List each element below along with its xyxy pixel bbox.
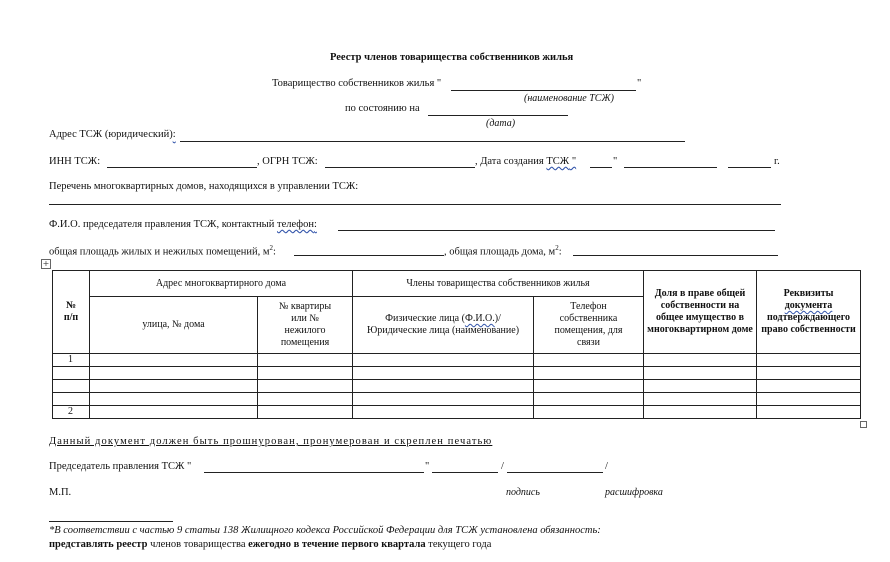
- creation-date-tszh: ТСЖ: [546, 156, 570, 167]
- creation-date-text: , Дата создания: [475, 156, 544, 167]
- docs-text-post: подтверждающего право собственности: [761, 312, 856, 335]
- docs-text-pre: Реквизиты: [783, 288, 834, 299]
- table-resize-handle-icon[interactable]: [860, 421, 867, 428]
- area-colon-1: :: [273, 246, 276, 258]
- signature-field[interactable]: [507, 472, 603, 473]
- chairman-phone-word: телефон: [276, 219, 314, 230]
- creation-date-quote-open: ": [569, 156, 577, 167]
- row-number-cell: [53, 367, 90, 380]
- hoa-name-close-quote: ": [637, 78, 642, 89]
- street-cell[interactable]: [90, 380, 258, 393]
- table-row: [53, 380, 861, 393]
- as-of-label: по состоянию на: [345, 103, 420, 114]
- table-move-handle-icon[interactable]: +: [42, 259, 50, 268]
- address-label-text: Адрес ТСЖ (юридический): [49, 129, 173, 140]
- footnote-bold-1: представлять реестр: [49, 539, 148, 550]
- apartment-cell[interactable]: [258, 406, 353, 419]
- creation-date-label: [475, 156, 576, 167]
- row-number-cell: [53, 393, 90, 406]
- share-header: [644, 271, 757, 354]
- persons-cell[interactable]: [353, 406, 534, 419]
- houses-label: Перечень многоквартирных домов, находящихся в управлении ТСЖ:: [49, 181, 359, 192]
- address-group-header: Адрес многоквартирного дома: [90, 271, 353, 297]
- stamp-place-label: М.П.: [49, 487, 72, 498]
- persons-cell[interactable]: [353, 393, 534, 406]
- table-row: [53, 393, 861, 406]
- phone-cell[interactable]: [534, 354, 644, 367]
- footnote-separator: [49, 521, 173, 522]
- area-sup-2: 2: [555, 244, 559, 252]
- chairman-contact-label: [49, 219, 317, 230]
- hoa-name-label: Товарищество собственников жилья ": [272, 78, 442, 89]
- area-label-1: [49, 244, 276, 258]
- apartment-cell[interactable]: [258, 380, 353, 393]
- creation-month-field[interactable]: [624, 167, 717, 168]
- persons-post: )/ Юридические лица (наименование): [366, 313, 520, 337]
- as-of-date-field[interactable]: [428, 115, 568, 116]
- signature-label: Председатель правления ТСЖ ": [49, 461, 192, 472]
- row-number-cell: [53, 380, 90, 393]
- sign-caption: подпись: [506, 487, 540, 498]
- footnote-normal-2: текущего года: [425, 539, 492, 550]
- ogrn-label: , ОГРН ТСЖ:: [257, 156, 318, 167]
- table-row: [53, 406, 861, 419]
- signature-date-field[interactable]: [432, 472, 498, 473]
- table-row: [53, 367, 861, 380]
- row-number-cell: 1: [53, 354, 90, 367]
- phone-text: Телефон собственника помещения, для связи: [554, 301, 623, 349]
- signature-slash-2: /: [605, 461, 608, 472]
- share-text: Доля в праве общей собственности на общее имущество в многоквартирном доме: [647, 288, 753, 335]
- docs-text-word: документа: [784, 300, 833, 311]
- creation-day-field[interactable]: [590, 167, 612, 168]
- chairman-contact-field[interactable]: [338, 230, 775, 231]
- docs-cell[interactable]: [757, 380, 861, 393]
- address-label: [49, 129, 176, 140]
- area-text-1: общая площадь жилых и нежилых помещений, м: [49, 246, 270, 258]
- area-text-2: , общая площадь дома, м: [444, 246, 556, 258]
- as-of-caption: (дата): [486, 118, 516, 129]
- ogrn-field[interactable]: [325, 167, 475, 168]
- docs-cell[interactable]: [757, 406, 861, 419]
- decode-caption: расшифровка: [605, 487, 663, 498]
- address-colon: :: [172, 129, 176, 140]
- apartment-cell[interactable]: [258, 367, 353, 380]
- apartment-header: [258, 297, 353, 354]
- document-title: Реестр членов товарищества собственников жилья: [330, 52, 574, 63]
- share-cell[interactable]: [644, 367, 757, 380]
- persons-fio: Ф.И.О.: [464, 313, 495, 325]
- house-area-field[interactable]: [573, 255, 778, 256]
- col-num-header: [53, 271, 90, 354]
- share-cell[interactable]: [644, 380, 757, 393]
- phone-header: [534, 297, 644, 354]
- share-cell[interactable]: [644, 393, 757, 406]
- street-cell[interactable]: [90, 393, 258, 406]
- apartment-text: № квартиры или № нежилого помещения: [278, 301, 332, 349]
- year-suffix: г.: [774, 156, 780, 167]
- col-num-text: № п/п: [63, 300, 79, 323]
- phone-cell[interactable]: [534, 406, 644, 419]
- apartment-cell[interactable]: [258, 354, 353, 367]
- signature-slash-1: /: [501, 461, 504, 472]
- docs-cell[interactable]: [757, 367, 861, 380]
- docs-cell[interactable]: [757, 393, 861, 406]
- creation-date-quote-close: ": [613, 156, 618, 167]
- phone-cell[interactable]: [534, 367, 644, 380]
- docs-cell[interactable]: [757, 354, 861, 367]
- footnote-line-2: [49, 539, 491, 550]
- binding-notice: Данный документ должен быть прошнурован, пронумерован и скреплен печатью: [49, 436, 493, 447]
- creation-year-field[interactable]: [728, 167, 771, 168]
- docs-header: [757, 271, 861, 354]
- share-cell[interactable]: [644, 406, 757, 419]
- hoa-name-field[interactable]: [451, 90, 636, 91]
- area-colon-2: :: [558, 246, 562, 258]
- registry-table: [52, 270, 861, 419]
- hoa-name-caption: (наименование ТСЖ): [524, 93, 614, 104]
- street-cell[interactable]: [90, 354, 258, 367]
- share-cell[interactable]: [644, 354, 757, 367]
- houses-field[interactable]: [49, 204, 781, 205]
- area-label-2: [444, 244, 562, 258]
- persons-cell[interactable]: [353, 367, 534, 380]
- table-header-row-1: [53, 271, 861, 297]
- persons-header: [353, 297, 534, 354]
- row-number-cell: 2: [53, 406, 90, 419]
- area-sup-1: 2: [269, 244, 273, 252]
- street-cell[interactable]: [90, 406, 258, 419]
- address-field[interactable]: [180, 141, 685, 142]
- persons-cell[interactable]: [353, 380, 534, 393]
- members-group-header: Члены товарищества собственников жилья: [353, 271, 644, 297]
- table-row: [53, 354, 861, 367]
- inn-field[interactable]: [107, 167, 257, 168]
- street-cell[interactable]: [90, 367, 258, 380]
- persons-cell[interactable]: [353, 354, 534, 367]
- chairman-contact-text: Ф.И.О. председателя правления ТСЖ, контактный: [49, 219, 275, 230]
- residential-area-field[interactable]: [294, 255, 444, 256]
- apartment-cell[interactable]: [258, 393, 353, 406]
- inn-label: ИНН ТСЖ:: [49, 156, 101, 167]
- chairman-name-field[interactable]: [204, 472, 424, 473]
- chairman-phone-colon: :: [313, 219, 317, 230]
- street-header: улица, № дома: [90, 297, 258, 354]
- signature-close-quote: ": [425, 461, 430, 472]
- footnote-line-1: *В соответствии с частью 9 статьи 138 Жилищного кодекса Российской Федерации для ТСЖ установлена обязанность:: [49, 525, 601, 536]
- footnote-normal-1: членов товарищества: [147, 539, 249, 550]
- phone-cell[interactable]: [534, 380, 644, 393]
- persons-pre: Физические лица (: [385, 313, 465, 325]
- footnote-bold-2: ежегодно в течение первого квартала: [248, 539, 426, 550]
- phone-cell[interactable]: [534, 393, 644, 406]
